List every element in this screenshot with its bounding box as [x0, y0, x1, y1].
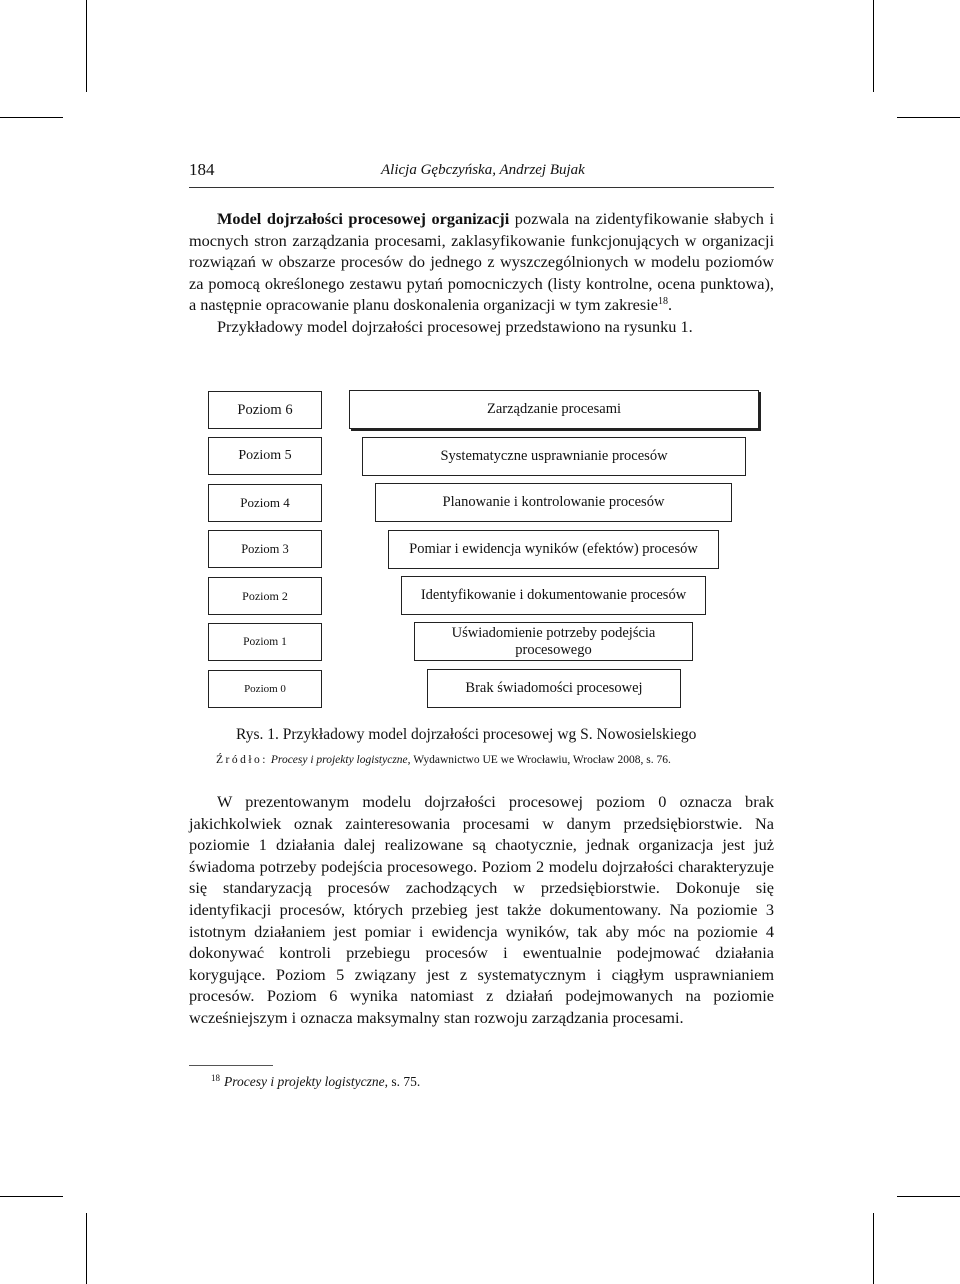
crop-mark	[897, 1196, 960, 1197]
level-label: Poziom 2	[208, 577, 322, 615]
level-description: Identyfikowanie i dokumentowanie procesów	[401, 576, 706, 615]
level-label: Poziom 0	[208, 670, 322, 708]
footnote-rule	[189, 1065, 273, 1066]
crop-mark	[0, 117, 63, 118]
body-paragraph: W prezentowanym modelu dojrzałości procesowej poziom 0 oznacza brak jakichkolwiek oznak zainteresowania procesami w danym przedsiębiorstwie. Na poziomie 1 działania dalej realizowane są chaotycznie, jednak organizacja jest już świadoma potrzeby podejścia procesowego. Poziom 2 modelu dojrzałości charakteryzuje się standaryzacją procesów zachodzących w przedsiębiorstwie. Dokonuje się identyfikacji procesów, których przebieg jest także dokumentowany. Na poziomie 3 istotnym działaniem jest pomiar i ewidencja wyników, tak aby móc na poziomie 4 dokonywać kontroli przebiegu procesów i ewentualnie podejmować działania korygujące. Poziom 5 związany jest z systematycznym i ciągłym usprawnianiem procesów. Poziom 6 wynika natomiast z działań podejmowanych na poziomie wcześniejszym i oznacza maksymalny stan rozwoju zarządzania procesami.	[189, 792, 774, 1027]
crop-mark	[873, 0, 874, 92]
level-description: Brak świadomości procesowej	[427, 669, 681, 708]
running-head-authors: Alicja Gębczyńska, Andrzej Bujak	[381, 162, 585, 178]
footnote: $^{18}$ Procesy i projekty logistyczne, s. 75.	[211, 1073, 421, 1089]
level-description: Pomiar i ewidencja wyników (efektów) procesów	[388, 530, 719, 569]
intro-text: pozwala na zidentyfikowanie słabych i mocnych stron zarządzania procesami, zaklasyfikowanie funkcjonujących w organizacji rozwiązań w obszarze procesów do jednego z wyszczególnionych w modelu poziomów za pomocą określonego zestawu pytań pomocniczych (listy kontrolne, ocena punktowa), a następnie opracowanie planu doskonalenia organizacji w tym zakresie	[189, 209, 774, 315]
crop-mark	[0, 1196, 63, 1197]
intro-paragraph: Model dojrzałości procesowej organizacji pozwala na zidentyfikowanie słabych i mocnych stron zarządzania procesami, zaklasyfikowanie funkcjonujących w organizacji rozwiązań w obszarze procesów do jednego z wyszczególnionych w modelu poziomów za pomocą określonego zestawu pytań pomocniczych (listy kontrolne, ocena punktowa), a następnie opracowanie planu doskonalenia organizacji w tym zakresie$^{18}$. Przykładowy model dojrzałości procesowej przedstawiono na rysunku 1.	[189, 209, 774, 336]
level-label: Poziom 5	[208, 437, 322, 475]
level-description: Uświadomienie potrzeby podejścia procesowego	[414, 622, 693, 661]
footnote-ref: 18	[657, 296, 668, 308]
figure-source: Źródło: Procesy i projekty logistyczne, Wydawnictwo UE we Wrocławiu, Wrocław 2008, s. 76.	[216, 754, 671, 766]
level-label: Poziom 4	[208, 484, 322, 522]
crop-mark	[86, 1213, 87, 1284]
level-description: Planowanie i kontrolowanie procesów	[375, 483, 732, 522]
figure-caption: Rys. 1. Przykładowy model dojrzałości procesowej wg S. Nowosielskiego	[236, 726, 697, 743]
page-number: 184	[189, 160, 215, 179]
intro-bold-term: Model dojrzałości procesowej organizacji	[217, 209, 510, 228]
intro-figure-reference: Przykładowy model dojrzałości procesowej przedstawiono na rysunku 1.	[217, 316, 693, 336]
level-label: Poziom 6	[208, 391, 322, 429]
level-description: Zarządzanie procesami	[349, 390, 759, 429]
level-label: Poziom 1	[208, 623, 322, 661]
crop-mark	[86, 0, 87, 92]
level-description: Systematyczne usprawnianie procesów	[362, 437, 746, 476]
header-rule	[189, 187, 774, 188]
crop-mark	[897, 117, 960, 118]
level-label: Poziom 3	[208, 530, 322, 568]
crop-mark	[873, 1213, 874, 1284]
